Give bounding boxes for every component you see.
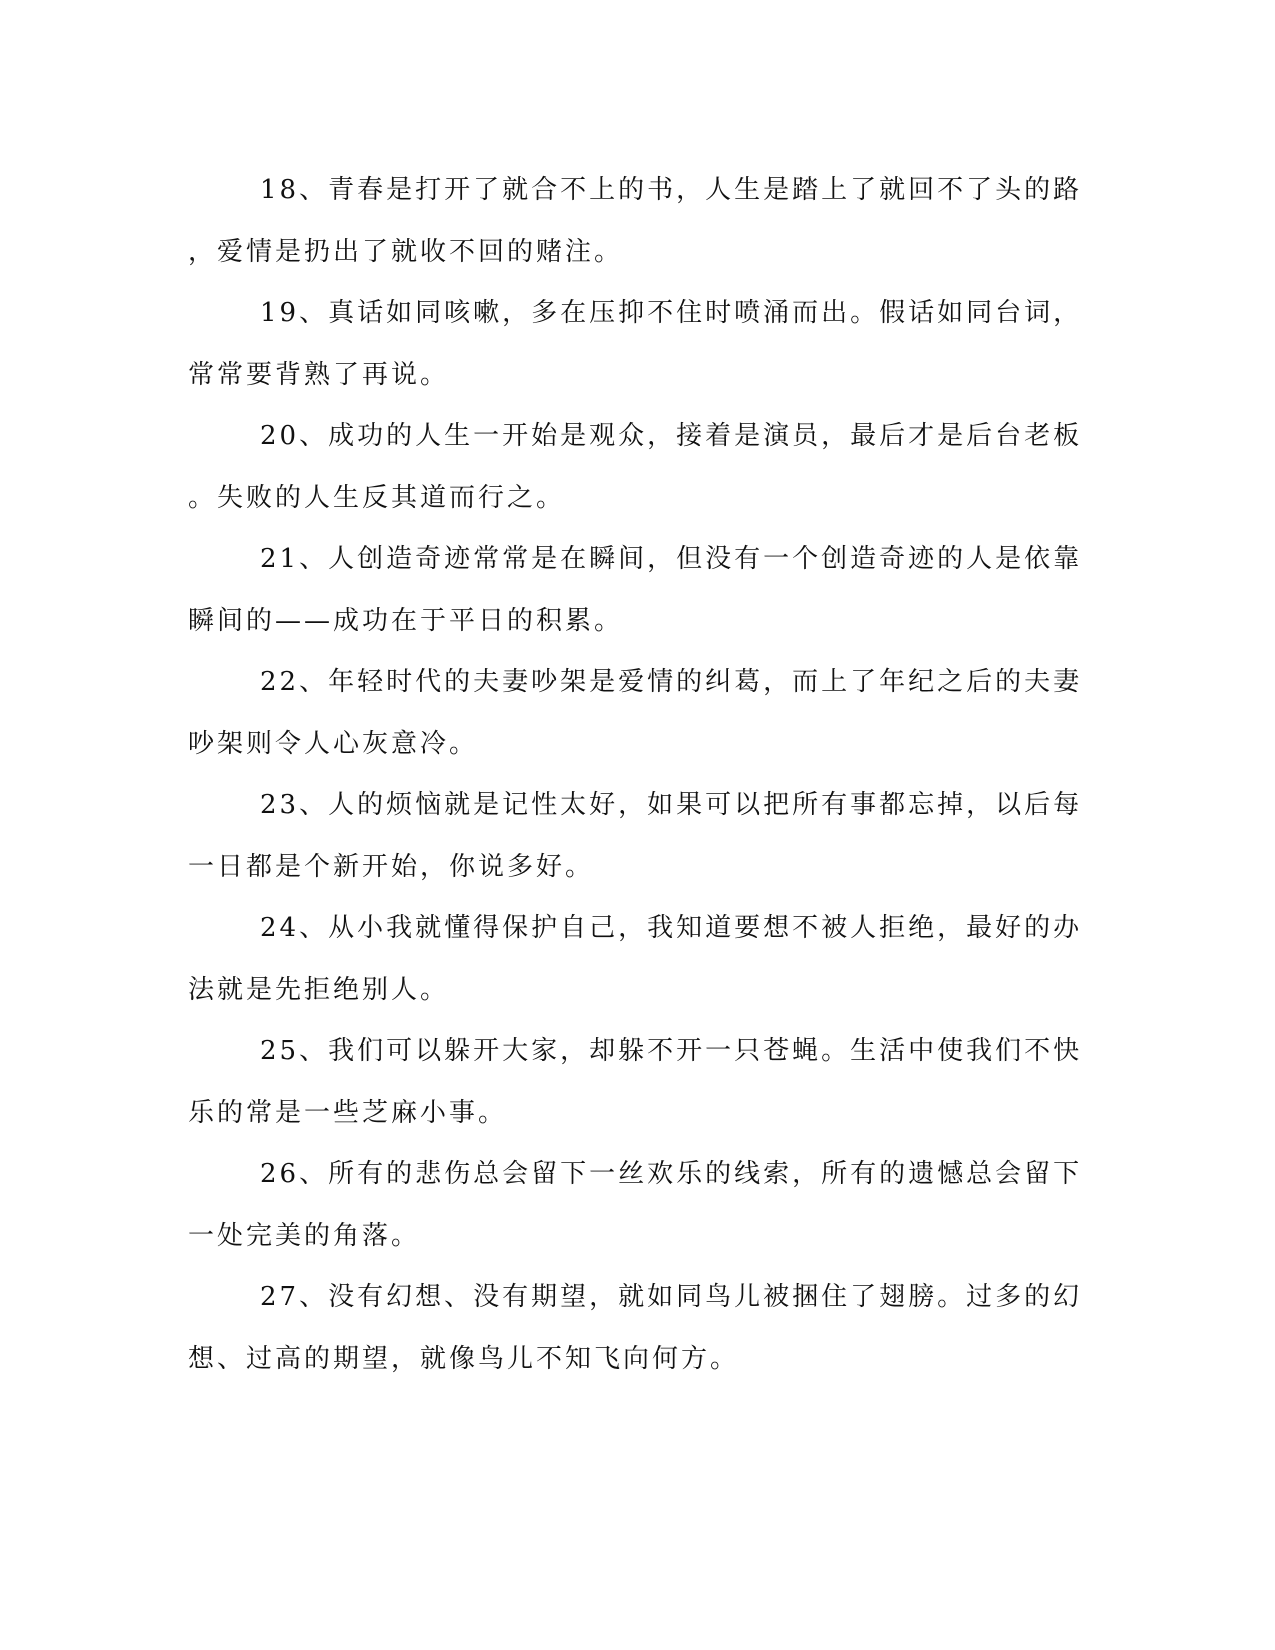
quote-22 <box>188 652 1083 775</box>
quote-line: 乐的常是一些芝麻小事。 <box>188 1097 508 1128</box>
quote-line: 24、从小我就懂得保护自己，我知道要想不被人拒绝，最好的办 <box>260 913 1083 943</box>
quote-line: 法就是先拒绝别人。 <box>188 974 450 1005</box>
quote-line: 一日都是个新开始，你说多好。 <box>188 851 595 882</box>
quote-line: 23、人的烦恼就是记性太好，如果可以把所有事都忘掉，以后每 <box>260 790 1083 820</box>
quote-line: 21、人创造奇迹常常是在瞬间，但没有一个创造奇迹的人是依靠 <box>260 544 1083 574</box>
quote-line: 想、过高的期望，就像鸟儿不知飞向何方。 <box>188 1343 740 1374</box>
quote-list <box>188 160 1083 1390</box>
quote-18 <box>188 160 1083 283</box>
quote-line: 瞬间的——成功在于平日的积累。 <box>188 605 624 636</box>
quote-23 <box>188 775 1083 898</box>
quote-25 <box>188 1021 1083 1144</box>
quote-line: 18、青春是打开了就合不上的书，人生是踏上了就回不了头的路 <box>260 175 1083 205</box>
quote-line: 25、我们可以躲开大家，却躲不开一只苍蝇。生活中使我们不快 <box>260 1036 1083 1066</box>
quote-line: 26、所有的悲伤总会留下一丝欢乐的线索，所有的遗憾总会留下 <box>260 1159 1083 1189</box>
quote-line: 19、真话如同咳嗽，多在压抑不住时喷涌而出。假话如同台词， <box>260 298 1083 328</box>
quote-24 <box>188 898 1083 1021</box>
quote-line: 一处完美的角落。 <box>188 1220 421 1251</box>
quote-26 <box>188 1144 1083 1267</box>
quote-27 <box>188 1267 1083 1390</box>
quote-line: 常常要背熟了再说。 <box>188 359 450 390</box>
quote-21 <box>188 529 1083 652</box>
quote-line: 20、成功的人生一开始是观众，接着是演员，最后才是后台老板 <box>260 421 1083 451</box>
quote-19 <box>188 283 1083 406</box>
quote-line: 吵架则令人心灰意冷。 <box>188 728 479 759</box>
quote-line: ，爱情是扔出了就收不回的赌注。 <box>188 236 624 267</box>
quote-line: 27、没有幻想、没有期望，就如同鸟儿被捆住了翅膀。过多的幻 <box>260 1282 1083 1312</box>
quote-line: 。失败的人生反其道而行之。 <box>188 482 566 513</box>
quote-20 <box>188 406 1083 529</box>
quote-line: 22、年轻时代的夫妻吵架是爱情的纠葛，而上了年纪之后的夫妻 <box>260 667 1083 697</box>
